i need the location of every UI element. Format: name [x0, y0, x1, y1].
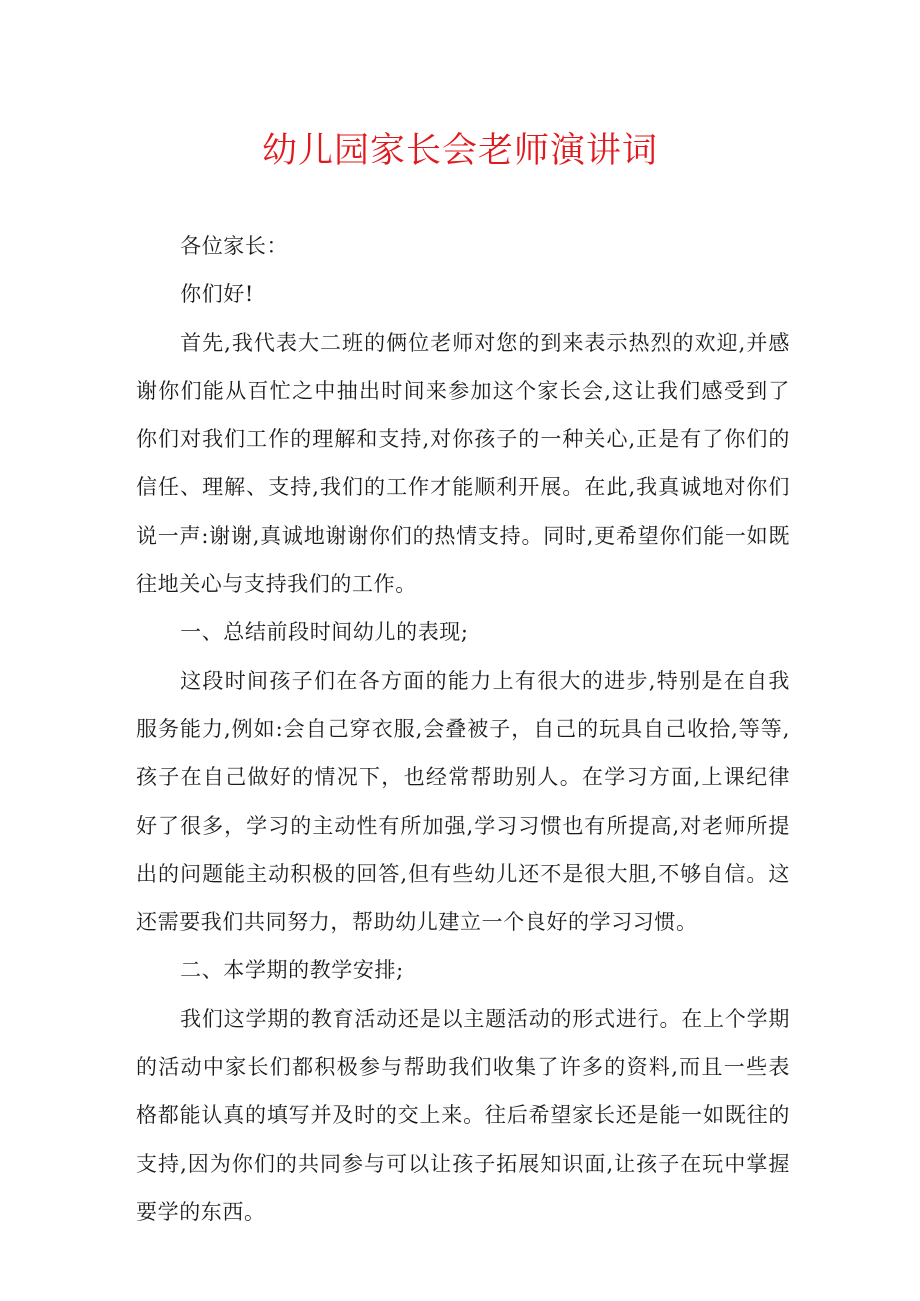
- section-heading-1: 一、总结前段时间幼儿的表现;: [180, 620, 469, 645]
- paragraph-intro: 首先,我代表大二班的俩位老师对您的到来表示热烈的欢迎,并感谢你们能从百忙之中抽出时间来参加这个家长会,这让我们感受到了你们对我们工作的理解和支持,对你孩子的一种关心,正是有了你们的信任、理解、支持,我们的工作才能顺利开展。在此,我真诚地对你们说一声:谢谢,真诚地谢谢你们的热情支持。同时,更希望你们能一如既往地关心与支持我们的工作。: [136, 330, 790, 597]
- greeting: 你们好!: [180, 282, 254, 307]
- salutation: 各位家长：: [180, 234, 289, 258]
- document-title: 幼儿园家长会老师演讲词: [261, 131, 658, 171]
- section-heading-2: 二、本学期的教学安排;: [180, 958, 404, 983]
- paragraph-teaching-plan: 我们这学期的教育活动还是以主题活动的形式进行。在上个学期的活动中家长们都积极参与帮助我们收集了许多的资料,而且一些表格都能认真的填写并及时的交上来。往后希望家长还是能一如既往的支持,因为你们的共同参与可以让孩子拓展知识面,让孩子在玩中掌握要学的东西。: [136, 1006, 790, 1224]
- document-body: [136, 222, 790, 1236]
- paragraph-performance: 这段时间孩子们在各方面的能力上有很大的进步,特别是在自我服务能力,例如:会自己穿衣服,会叠被子，自己的玩具自己收拾,等等,孩子在自己做好的情况下，也经常帮助别人。在学习方面,上课纪律好了很多，学习的主动性有所加强,学习习惯也有所提高,对老师所提出的问题能主动积极的回答,但有些幼儿还不是很大胆,不够自信。这还需要我们共同努力，帮助幼儿建立一个良好的学习习惯。: [136, 668, 790, 935]
